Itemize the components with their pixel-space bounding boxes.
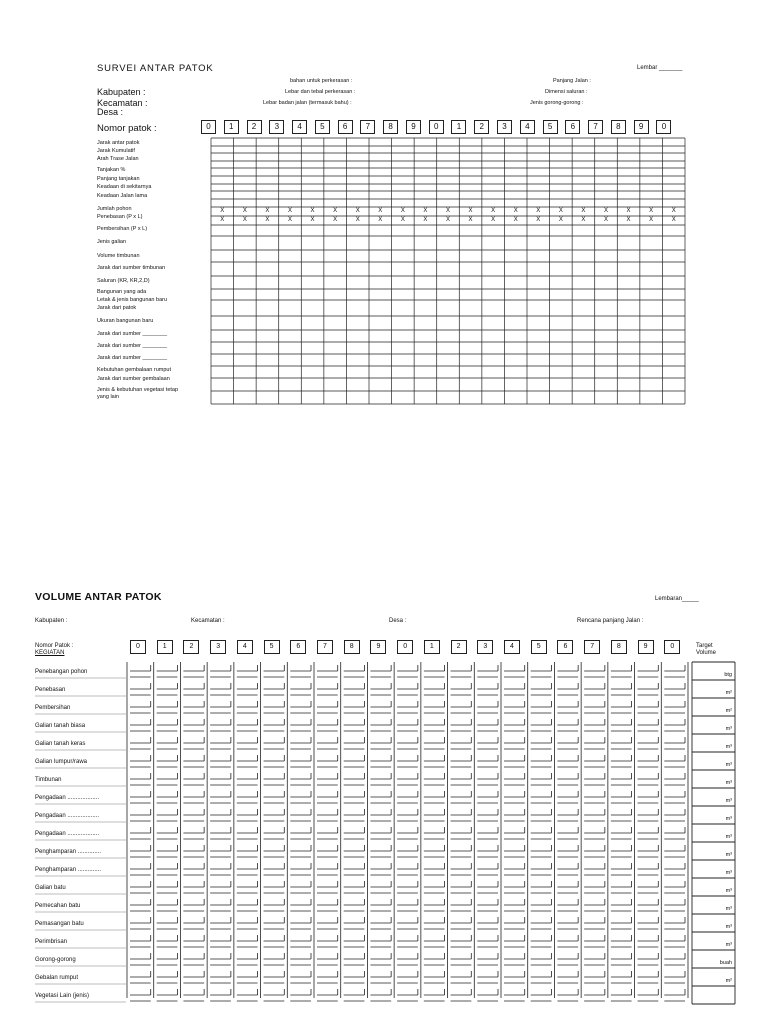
volume-row-label: Galian lumpur/rawa [35,759,88,765]
patok-number-box: 9 [370,640,386,654]
unit-label: m³ [725,726,732,732]
survey-row-label: Jarak dari sumber ________ [97,343,168,349]
target-text: Target [696,643,713,649]
survey-row-label: Jenis galian [97,239,127,245]
x-mark: X [626,208,631,214]
volume-row-label: Pengadaan ................... [35,795,100,801]
patok-number-box: 8 [611,640,627,654]
survey-row-label: Jenis & kebutuhan vegetasi tetap [97,387,179,393]
x-mark: X [242,217,247,223]
x-mark: X [445,208,450,214]
unit-label: buah [719,960,732,966]
patok-number-box: 5 [531,640,547,654]
x-mark: X [649,208,654,214]
kabupaten-label: Kabupaten : [97,87,146,97]
volume-row-label: Gebalan rumput [35,975,79,981]
survey-row-label: Tanjakan % [97,167,126,173]
nomor-patok-label: Nomor patok : [97,123,157,134]
x-mark: X [310,208,315,214]
volume-text: Volume [696,650,717,656]
patok-number-box: 5 [543,120,558,134]
patok-number-box: 0 [664,640,680,654]
nomor-patok-text: Nomor Patok : [35,643,74,649]
survey-row-label: Jarak Kumulatif [97,148,135,154]
kecamatan-label: Kecamatan : [97,98,148,108]
patok-number-box: 7 [584,640,600,654]
kecamatan-label: Kecamatan : [191,618,225,624]
patok-number-box: 6 [290,640,306,654]
survey-row-label: Jarak dari sumber timbunan [97,265,166,271]
survey-row-label: Jarak dari sumber ________ [97,355,168,361]
x-mark: X [400,217,405,223]
survey-row-label: Keadaan Jalan lama [97,193,148,199]
survey-row-label: Volume timbunan [97,253,140,259]
survey-row-label: Jarak antar patok [97,140,140,146]
patok-number-box: 3 [497,120,512,134]
form-title: VOLUME ANTAR PATOK [35,591,162,603]
x-mark: X [400,208,405,214]
unit-label: m³ [725,798,732,804]
volume-row-label: Perimbrisan [35,939,68,945]
kabupaten-label: Kabupaten : [35,618,68,624]
rencana-panjang-label: Rencana panjang Jalan : [577,618,644,624]
unit-label: m³ [725,816,732,822]
survey-row-label: Saluran (KR, KR,2,D) [97,278,150,284]
x-mark: X [513,208,518,214]
patok-number-box: 2 [247,120,262,134]
volume-row-label: Penebangan pohon [35,669,88,675]
x-mark: X [649,217,654,223]
survey-row-label: Keadaan di sekitarnya [97,184,152,190]
patok-number-box: 0 [130,640,146,654]
patok-number-box: 4 [292,120,307,134]
volume-row-label: Penghamparan .............. [35,849,102,855]
x-mark: X [671,208,676,214]
patok-number-box: 8 [344,640,360,654]
patok-number-box: 0 [397,640,413,654]
x-mark: X [603,217,608,223]
x-mark: X [310,217,315,223]
desa-label: Desa : [97,107,124,117]
survey-row-label: Arah Trase Jalan [97,156,139,162]
volume-row-label: Galian tanah keras [35,741,86,747]
x-mark: X [242,208,247,214]
dimensi-saluran-label: Dimensi saluran : [545,89,588,95]
volume-row-label: Pemecahan batu [35,903,81,909]
patok-number-box: 9 [638,640,654,654]
unit-label: m³ [725,924,732,930]
survey-row-label: Ukuran bangunan baru [97,318,154,324]
patok-number-box: 0 [201,120,216,134]
x-mark: X [536,208,541,214]
survey-row-label: Jarak dari sumber ________ [97,331,168,337]
unit-label: m³ [725,870,732,876]
volume-row-label: Penghamparan .............. [35,867,102,873]
x-mark: X [491,217,496,223]
patok-number-box: 8 [383,120,398,134]
lebar-tebal-label: Lebar dan tebal perkerasan : [285,89,356,95]
patok-number-box: 6 [557,640,573,654]
patok-number-box: 1 [424,640,440,654]
patok-number-box: 6 [338,120,353,134]
x-mark: X [513,217,518,223]
patok-number-box: 1 [157,640,173,654]
survey-row-label: Bangunan yang ada [97,289,147,295]
patok-number-box: 4 [237,640,253,654]
survey-row-label: Kebutuhan gembalaan rumput [97,367,171,373]
patok-number-box: 9 [634,120,649,134]
kegiatan-heading: KEGIATAN [35,650,65,656]
patok-number-box: 7 [317,640,333,654]
patok-number-box: 1 [451,120,466,134]
unit-label: m³ [725,780,732,786]
x-mark: X [423,208,428,214]
x-mark: X [220,217,225,223]
gorong-label: Jenis gorong-gorong : [530,100,584,106]
x-mark: X [581,217,586,223]
survey-row-label: Pembersihan (P x L) [97,226,148,232]
x-mark: X [468,217,473,223]
volume-row-label: Gorong-gorong [35,957,76,963]
patok-number-box: 0 [429,120,444,134]
unit-label: m³ [725,906,732,912]
form-title: SURVEI ANTAR PATOK [97,63,214,74]
unit-label: m² [725,690,732,696]
unit-label: m² [725,978,732,984]
survei-antar-patok-form [0,0,768,420]
volume-row-label: Pengadaan ................... [35,831,100,837]
unit-label: m³ [725,762,732,768]
patok-number-box: 6 [565,120,580,134]
x-mark: X [265,208,270,214]
x-mark: X [626,217,631,223]
volume-row-label: Penebasan [35,687,66,693]
survey-row-label: Jarak dari patok [97,305,137,311]
bahan-perkerasan-label: bahan untuk perkerasan : [290,78,353,84]
patok-number-box: 3 [477,640,493,654]
x-mark: X [423,217,428,223]
patok-number-box: 2 [474,120,489,134]
x-mark: X [378,208,383,214]
x-mark: X [287,208,292,214]
desa-label: Desa : [389,618,407,624]
x-mark: X [536,217,541,223]
x-mark: X [603,208,608,214]
x-mark: X [378,217,383,223]
x-mark: X [558,217,563,223]
survey-row-label: Panjang tanjakan [97,176,140,182]
x-mark: X [355,208,360,214]
lembaran-field: Lembaran_____ [655,596,699,602]
unit-label: m³ [725,852,732,858]
x-mark: X [220,208,225,214]
patok-number-box: 8 [611,120,626,134]
lebar-badan-label: Lebar badan jalan (termasuk bahu) : [263,100,352,106]
patok-number-box: 7 [588,120,603,134]
patok-number-box: 5 [264,640,280,654]
patok-number-box: 3 [210,640,226,654]
unit-label: m³ [725,834,732,840]
x-mark: X [355,217,360,223]
lembar-field: Lembar _______ [637,65,683,71]
unit-label: m³ [725,888,732,894]
survey-row-label: Penebasan (P x L) [97,214,143,220]
survey-row-label: yang lain [97,394,120,400]
x-mark: X [445,217,450,223]
volume-row-label: Pembersihan [35,705,71,711]
patok-number-box: 0 [656,120,671,134]
x-mark: X [491,208,496,214]
patok-number-box: 5 [315,120,330,134]
volume-antar-patok-form [0,580,768,1024]
patok-number-box: 1 [224,120,239,134]
patok-number-box: 4 [520,120,535,134]
x-mark: X [468,208,473,214]
x-mark: X [287,217,292,223]
survey-row-label: Jumlah pohon [97,206,132,212]
patok-number-box: 9 [406,120,421,134]
patok-number-box: 7 [360,120,375,134]
x-mark: X [671,217,676,223]
volume-row-label: Vegetasi Lain (jenis) [35,993,90,999]
x-mark: X [265,217,270,223]
survey-row-label: Letak & jenis bangunan baru [97,297,168,303]
unit-label: btg [724,672,732,678]
volume-row-label: Pengadaan ................... [35,813,100,819]
unit-label: m² [725,708,732,714]
volume-grid [0,580,768,1024]
patok-number-box: 3 [269,120,284,134]
volume-row-label: Timbunan [35,777,62,783]
x-mark: X [581,208,586,214]
volume-row-label: Galian tanah biasa [35,723,86,729]
volume-row-label: Pemasangan batu [35,921,84,927]
patok-number-box: 2 [451,640,467,654]
x-mark: X [333,217,338,223]
x-mark: X [333,208,338,214]
volume-row-label: Galian batu [35,885,66,891]
survey-row-label: Jarak dari sumber gembalaan [97,376,170,382]
x-mark: X [558,208,563,214]
panjang-jalan-label: Panjang Jalan : [553,78,591,84]
unit-label: m³ [725,942,732,948]
unit-label: m³ [725,744,732,750]
patok-number-box: 2 [183,640,199,654]
patok-number-box: 4 [504,640,520,654]
